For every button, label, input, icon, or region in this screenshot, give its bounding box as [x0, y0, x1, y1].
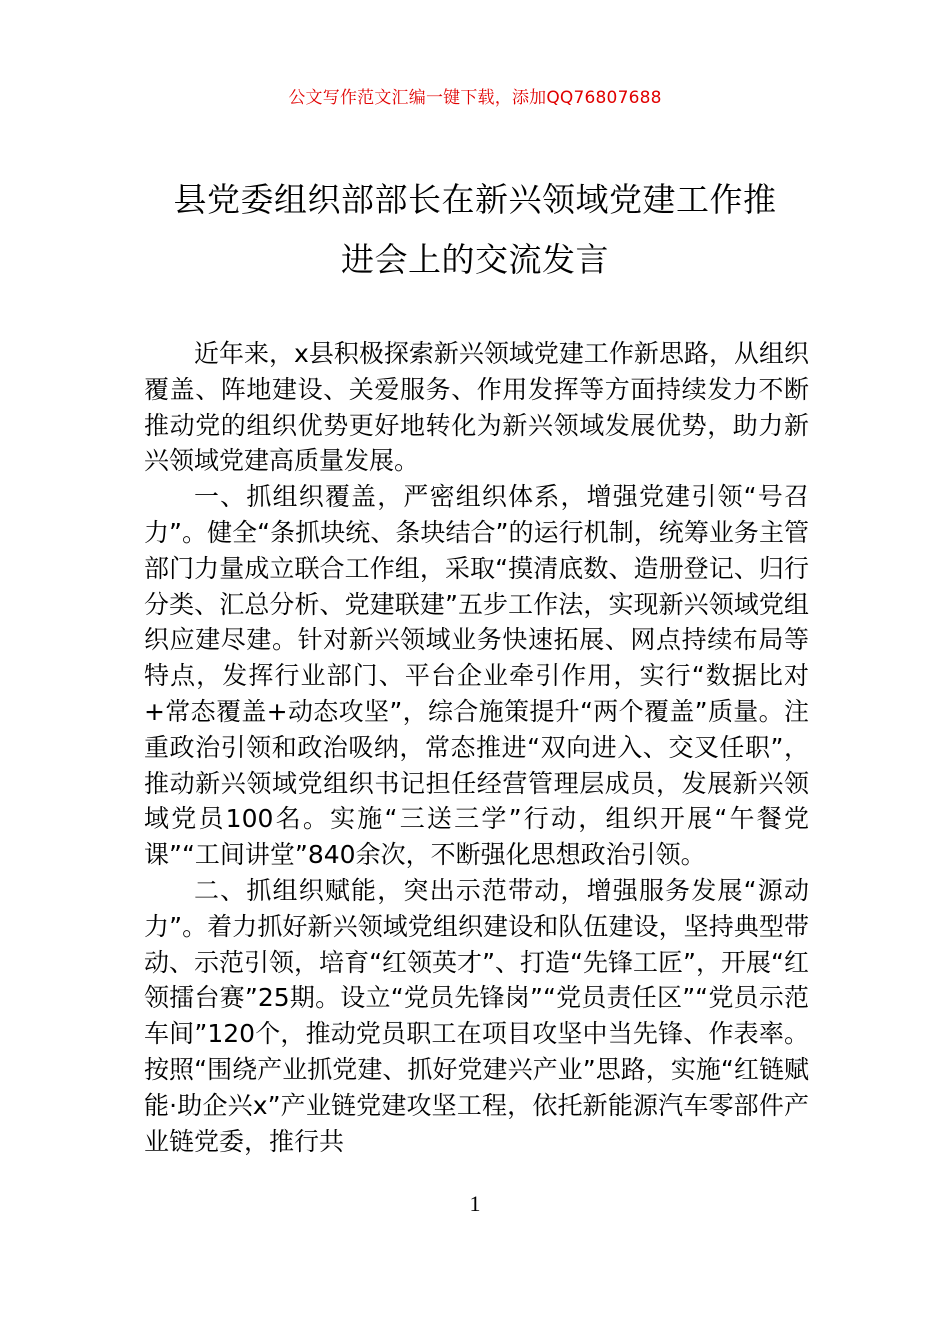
title-line-2: 进会上的交流发言	[341, 240, 609, 279]
paragraph-section-2: 二、抓组织赋能，突出示范带动，增强服务发展“源动力”。着力抓好新兴领域党组织建设和队伍建设，坚持典型带动、示范引领，培育“红领英才”、打造“先锋工匠”，开展“红领擂台赛”25期。设立“党员先锋岗”“党员责任区”“党员示范车间”120个，推动党员职工在项目攻坚中当先锋、作表率。按照“围绕产业抓党建、抓好党建兴产业”思路，实施“红链赋能·助企兴x”产业链党建攻坚工程，依托新能源汽车零部件产业链党委，推行共	[144, 875, 809, 1156]
paragraph-intro: 近年来，x县积极探索新兴领域党建工作新思路，从组织覆盖、阵地建设、关爱服务、作用发挥等方面持续发力不断推动党的组织优势更好地转化为新兴领域发展优势，助力新兴领域党建高质量发展。	[144, 339, 809, 476]
page-number: 1	[469, 1191, 481, 1216]
paragraph-section-1: 一、抓组织覆盖，严密组织体系，增强党建引领“号召力”。健全“条抓块统、条块结合”的运行机制，统筹业务主管部门力量成立联合工作组，采取“摸清底数、造册登记、归行分类、汇总分析、党建联建”五步工作法，实现新兴领域党组织应建尽建。针对新兴领域业务快速拓展、网点持续布局等特点，发挥行业部门、平台企业牵引作用，实行“数据比对+常态覆盖+动态攻坚”，综合施策提升“两个覆盖”质量。注重政治引领和政治吸纳，常态推进“双向进入、交叉任职”，推动新兴领域党组织书记担任经营管理层成员，发展新兴领域党员100名。实施“三送三学”行动，组织开展“午餐党课”“工间讲堂”840余次，不断强化思想政治引领。	[144, 482, 809, 870]
document-body	[144, 336, 809, 1159]
title-line-1: 县党委组织部部长在新兴领域党建工作推	[173, 180, 777, 219]
header-banner: 公文写作范文汇编一键下载，添加QQ76807688	[288, 88, 662, 108]
document-title	[145, 170, 805, 290]
